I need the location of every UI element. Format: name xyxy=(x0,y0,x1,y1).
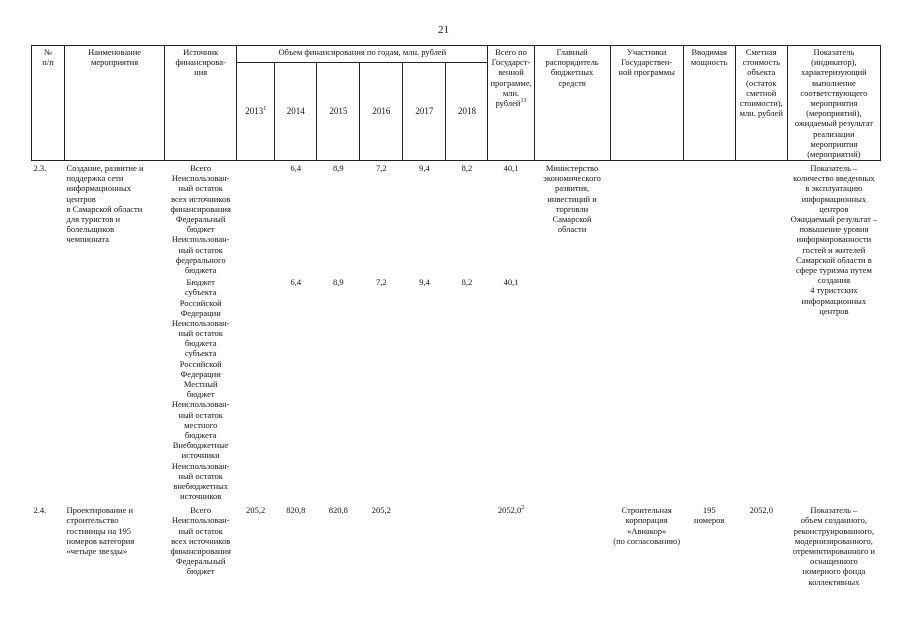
value-cell: 9,4 xyxy=(419,277,430,288)
value-cell xyxy=(237,275,275,501)
value-cell: 6,4 xyxy=(290,277,302,288)
table-row xyxy=(32,161,881,276)
value-cell: 8,9 xyxy=(333,277,344,288)
header-participants: Участники Государствен- ной программы xyxy=(610,46,683,161)
header-capacity: Вводимая мощность xyxy=(683,46,735,161)
value-cell: 9,4 xyxy=(419,163,430,174)
row-source: Всего Неиспользован- ный остаток всех источников финансирования Федеральный бюджет Неиспользован- ный остаток федерального бюджета xyxy=(170,163,231,275)
row-capacity: 195 номеров xyxy=(694,505,725,526)
row-capacity xyxy=(683,161,735,502)
row-indicator: Показатель – объем созданного, реконструированного, модернизированного, отремонтированного и оснащенного номерного фонда коллективных xyxy=(792,505,875,587)
value-cell: 7,2 xyxy=(376,277,387,288)
value-cell: 820,8 xyxy=(328,505,348,516)
total-cell: 40,1 xyxy=(503,277,519,288)
header-volume-group: Объем финансирования по годам, млн. рублей xyxy=(237,46,488,63)
row-num: 2.4. xyxy=(33,505,47,516)
row-participants: Строительная корпорация «Авиакор» (по согласованию) xyxy=(613,505,681,546)
total-cell: 40,1 xyxy=(503,163,519,174)
total-cell: 2052,0$^2$ xyxy=(497,505,525,516)
table-row xyxy=(32,501,881,587)
header-manager: Главный распорядитель бюджетных средств xyxy=(534,46,610,161)
financing-table xyxy=(31,45,881,587)
header-source: Источник финансирова- ния xyxy=(165,46,237,161)
header-year: 2015 xyxy=(317,62,360,160)
value-cell: 8,9 xyxy=(333,163,344,174)
header-year: 2016 xyxy=(360,62,403,160)
value-cell: 8,2 xyxy=(461,163,473,174)
row-cost: 2052,0 xyxy=(749,505,773,516)
header-year: 2017 xyxy=(403,62,446,160)
row-indicator: Показатель – количество введенных в эксплуатацию информационных центров Ожидаемый результат – повышение уровня информированности гостей и жителей Самарской области в сфере туризма путем создания 4 туристских информационных центров xyxy=(790,163,878,316)
header-total: Всего по Государст- венной программе, млн. рублей$^{13}$ xyxy=(488,46,534,161)
row-cost xyxy=(735,161,787,502)
value-cell: 820,8 xyxy=(286,505,306,516)
row-participants xyxy=(610,161,683,502)
row-manager xyxy=(534,501,610,587)
value-cell xyxy=(403,501,446,587)
header-year: 2018 xyxy=(446,62,488,160)
header-num: № п/п xyxy=(32,46,65,161)
page-number: 21 xyxy=(438,24,449,36)
value-cell: 6,4 xyxy=(290,163,302,174)
value-cell xyxy=(237,161,275,276)
value-cell xyxy=(446,501,488,587)
header-year: 2013$^1$ xyxy=(237,62,275,160)
row-num: 2.3. xyxy=(33,163,47,174)
value-cell: 7,2 xyxy=(376,163,387,174)
header-indicator: Показатель (индикатор), характеризующий выполнение соответствующего мероприятия (мероприятий), ожидаемый результат реализации мероприятия (мероприятий) xyxy=(787,46,880,161)
row-source: Бюджет субъекта Российской Федерации Неиспользован- ный остаток бюджета субъекта Российской Федерации Местный бюджет Неиспользован- ный остаток местного бюджета Внебюджетные источники Неиспользован- ный остаток внебюджетных источников xyxy=(171,277,230,502)
header-year: 2014 xyxy=(275,62,317,160)
row-name: Проектирование и строительство гостиницы на 195 номеров категория «четыре звезды» xyxy=(66,505,135,556)
row-name: Создание, развитие и поддержка сети информационных центров в Самарской области для туристов и болельщиков чемпионата xyxy=(66,163,144,245)
value-cell: 205,2 xyxy=(371,505,391,516)
value-cell: 205,2 xyxy=(246,505,266,516)
header-cost: Сметная стоимость объекта (остаток сметной стоимости), млн. рублей xyxy=(735,46,787,161)
value-cell: 8,2 xyxy=(461,277,473,288)
header-name: Наименование мероприятия xyxy=(65,46,165,161)
row-manager: Министерство экономического развития, инвестиций и торговли Самарской области xyxy=(543,163,601,235)
row-source: Всего Неиспользован- ный остаток всех источников финансирования Федеральный бюджет xyxy=(170,505,231,577)
